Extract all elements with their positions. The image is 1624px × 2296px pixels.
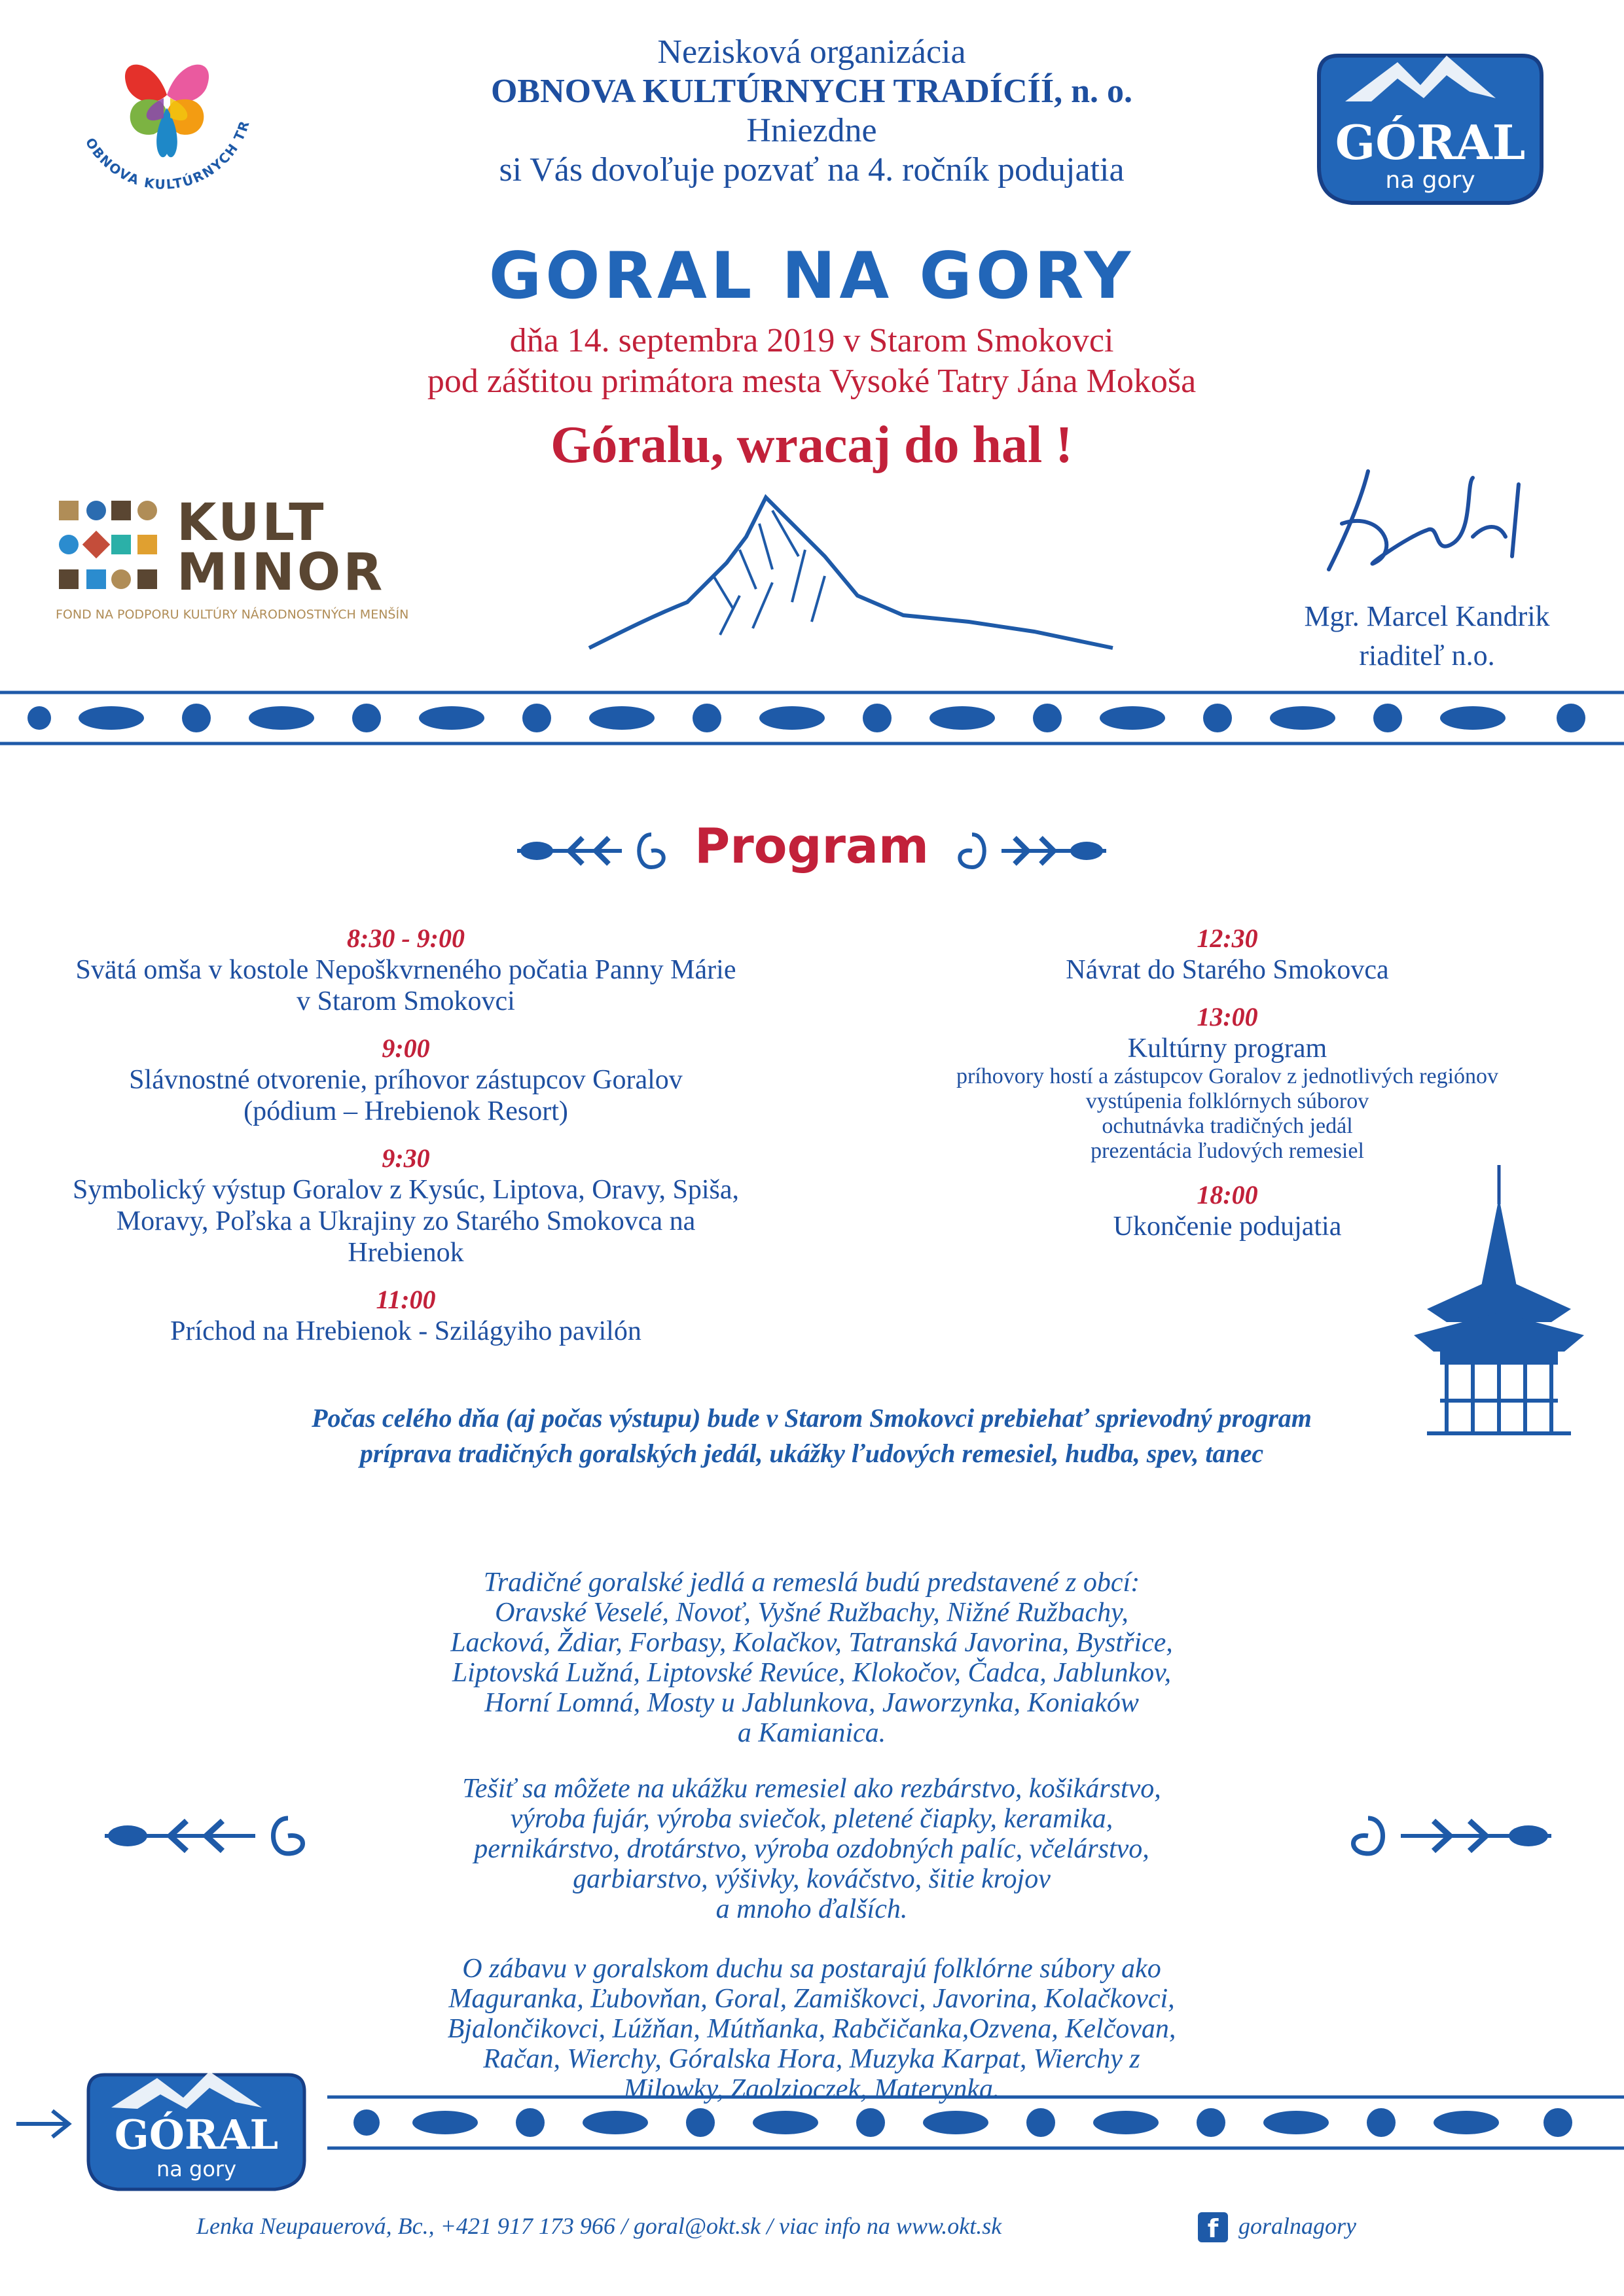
program-text: Ukončenie podujatia bbox=[1113, 1211, 1342, 1242]
mountain-icon bbox=[576, 484, 1126, 655]
arrow-ornament-icon bbox=[1335, 1806, 1558, 1865]
signature-scribble bbox=[1303, 458, 1551, 589]
program-item bbox=[851, 923, 1604, 986]
all-day-line: príprava tradičných goralských jedál, ukážky ľudových remesiel, hudba, spev, tanec bbox=[359, 1439, 1264, 1468]
program-item bbox=[20, 1033, 792, 1127]
goral-logo bbox=[1306, 36, 1555, 213]
kult-minor-tagline: FOND NA PODPORU KULTÚRY NÁRODNOSTNÝCH MENŠÍN bbox=[56, 607, 409, 622]
kult-minor-word1: KULT bbox=[177, 493, 327, 552]
crafts-paragraph bbox=[288, 1774, 1335, 1924]
program-item bbox=[20, 1284, 792, 1347]
crafts-line: Tešiť sa môžete na ukážku remesiel ako rezbárstvo, košikárstvo, bbox=[462, 1774, 1161, 1804]
folklore-line: O zábavu v goralskom duchu sa postarajú folklórne súbory ako bbox=[462, 1954, 1161, 1984]
all-day-line: Počas celého dňa (aj počas výstupu) bude v Starom Smokovci prebiehať sprievodný program bbox=[312, 1403, 1312, 1433]
org-type: Nezisková organizácia bbox=[657, 33, 966, 71]
program-item bbox=[851, 1001, 1604, 1164]
program-time: 18:00 bbox=[1197, 1180, 1258, 1210]
crafts-line: výroba fujár, výroba sviečok, pletené čiapky, keramika, bbox=[510, 1804, 1113, 1834]
program-time: 12:30 bbox=[1197, 924, 1258, 953]
director-role: riaditeľ n.o. bbox=[1359, 639, 1495, 672]
all-day-note bbox=[131, 1401, 1492, 1471]
villages-paragraph bbox=[288, 1568, 1335, 1748]
event-date: dňa 14. septembra 2019 v Starom Smokovci bbox=[509, 322, 1114, 359]
program-subtext: ochutnávka tradičných jedál bbox=[1102, 1114, 1353, 1138]
pavilion-icon bbox=[1401, 1165, 1597, 1440]
arrow-ornament-icon bbox=[98, 1806, 321, 1865]
motto: Góralu, wracaj do hal ! bbox=[550, 416, 1073, 474]
ornament-border-top bbox=[0, 689, 1624, 747]
program-text: v Starom Smokovci bbox=[297, 986, 515, 1016]
program-text: Moravy, Poľska a Ukrajiny zo Starého Smokovca na bbox=[116, 1206, 696, 1236]
header-block bbox=[393, 33, 1231, 190]
pavilion-illustration bbox=[1401, 1165, 1597, 1440]
signature-block bbox=[1244, 597, 1610, 675]
goral-logo-title: GÓRAL bbox=[1335, 115, 1526, 170]
mountain-illustration bbox=[576, 484, 1126, 655]
goral-logo-subtitle: na gory bbox=[1385, 167, 1475, 194]
program-text: Návrat do Starého Smokovca bbox=[1066, 955, 1389, 985]
okt-logo bbox=[52, 26, 275, 223]
folk-ornament-border-icon bbox=[327, 2093, 1624, 2152]
program-time: 11:00 bbox=[376, 1285, 436, 1314]
org-village: Hniezdne bbox=[746, 112, 877, 149]
goral-logo-bottom bbox=[79, 2062, 314, 2193]
program-time: 9:00 bbox=[382, 1033, 430, 1063]
program-text: Kultúrny program bbox=[1127, 1033, 1327, 1064]
small-ornament-left bbox=[13, 2104, 72, 2144]
facebook-handle[interactable]: goralnagory bbox=[1238, 2213, 1356, 2239]
program-time: 9:30 bbox=[382, 1143, 430, 1173]
crafts-line: pernikárstvo, drotárstvo, výroba ozdobných palíc, včelárstvo, bbox=[474, 1834, 1149, 1864]
goral-logo-title: GÓRAL bbox=[114, 2111, 279, 2159]
event-patronage: pod záštitou primátora mesta Vysoké Tatry Jána Mokoša bbox=[427, 363, 1197, 400]
event-details bbox=[327, 321, 1296, 402]
kult-minor-word2: MINOR bbox=[177, 543, 386, 602]
folk-ornament-border-icon bbox=[0, 689, 1624, 747]
program-text: (pódium – Hrebienok Resort) bbox=[244, 1096, 568, 1126]
side-ornament-left bbox=[98, 1806, 321, 1865]
arrow-ornament-icon bbox=[943, 821, 1113, 880]
program-item bbox=[20, 1143, 792, 1268]
signature-icon bbox=[1303, 458, 1551, 589]
villages-line: Tradičné goralské jedlá a remeslá budú predstavené z obcí: bbox=[483, 1568, 1140, 1598]
villages-line: Horní Lomná, Mosty u Jablunkova, Jaworzynka, Koniaków bbox=[484, 1688, 1139, 1718]
crafts-line: a mnoho ďalších. bbox=[715, 1894, 908, 1924]
villages-line: Oravské Veselé, Novoť, Vyšné Ružbachy, Nižné Ružbachy, bbox=[495, 1598, 1128, 1628]
villages-line: Lacková, Ždiar, Forbasy, Kolačkov, Tatranská Javorina, Bystřice, bbox=[450, 1628, 1173, 1658]
program-text: Symbolický výstup Goralov z Kysúc, Liptova, Oravy, Spiša, bbox=[73, 1175, 739, 1205]
arrow-ornament-icon bbox=[13, 2104, 72, 2144]
folklore-line: Bjalončikovci, Lúžňan, Mútňanka, Rabčičanka,Ozvena, Kelčovan, bbox=[447, 2014, 1176, 2044]
goral-logo-subtitle: na gory bbox=[156, 2157, 237, 2181]
program-text: Príchod na Hrebienok - Szilágyiho pavilón bbox=[170, 1316, 641, 1346]
program-subtext: prezentácia ľudových remesiel bbox=[1091, 1139, 1364, 1163]
program-ornament-right bbox=[943, 821, 1113, 880]
program-title: Program bbox=[694, 818, 929, 874]
folklore-line: Milowky, Zaolzioczek, Materynka. bbox=[623, 2074, 1000, 2104]
side-ornament-right bbox=[1335, 1806, 1558, 1865]
program-item bbox=[20, 923, 792, 1017]
facebook-icon[interactable]: f bbox=[1198, 2212, 1228, 2242]
svg-text:OBNOVA KULTÚRNYCH TRADÍCIÍ: OBNOVA KULTÚRNYCH TR bbox=[82, 118, 253, 192]
kult-minor-logo bbox=[56, 493, 409, 628]
villages-line: Liptovská Lužná, Liptovské Revúce, Klokočov, Čadca, Jablunkov, bbox=[452, 1658, 1172, 1688]
kult-minor-mosaic-icon bbox=[56, 497, 167, 596]
org-name: OBNOVA KULTÚRNYCH TRADÍCÍÍ, n. o. bbox=[490, 73, 1133, 110]
program-text: Hrebienok bbox=[348, 1238, 464, 1268]
arrow-ornament-icon bbox=[511, 821, 681, 880]
program-time: 13:00 bbox=[1197, 1002, 1258, 1031]
event-title: GORAL NA GORY bbox=[488, 239, 1135, 314]
program-time: 8:30 - 9:00 bbox=[347, 924, 465, 953]
villages-line: a Kamianica. bbox=[737, 1718, 886, 1748]
footer-contact: Lenka Neupauerová, Bc., +421 917 173 966 / goral@okt.sk / viac info na www.okt.sk bbox=[196, 2213, 1002, 2239]
folklore-line: Maguranka, Ľubovňan, Goral, Zamiškovci, Javorina, Kolačkovci, bbox=[448, 1984, 1175, 2014]
okt-heart-flower-icon bbox=[52, 26, 275, 223]
program-text: Slávnostné otvorenie, príhovor zástupcov Goralov bbox=[129, 1065, 683, 1095]
crafts-line: garbiarstvo, výšivky, kováčstvo, šitie krojov bbox=[573, 1864, 1051, 1894]
program-text: Svätá omša v kostole Nepoškvrneného počatia Panny Márie bbox=[75, 955, 736, 985]
program-ornament-left bbox=[511, 821, 681, 880]
folklore-paragraph bbox=[288, 1954, 1335, 2104]
invitation-text: si Vás dovoľuje pozvať na 4. ročník podujatia bbox=[499, 151, 1125, 188]
folklore-line: Račan, Wierchy, Góralska Hora, Muzyka Karpat, Wierchy z bbox=[483, 2044, 1140, 2074]
program-subtext: príhovory hostí a zástupcov Goralov z jednotlivých regiónov bbox=[956, 1064, 1499, 1088]
program-subtext: vystúpenia folklórnych súborov bbox=[1085, 1089, 1369, 1113]
program-left-column bbox=[20, 923, 792, 1347]
director-name: Mgr. Marcel Kandrik bbox=[1304, 600, 1550, 632]
ornament-border-bottom bbox=[327, 2093, 1624, 2152]
